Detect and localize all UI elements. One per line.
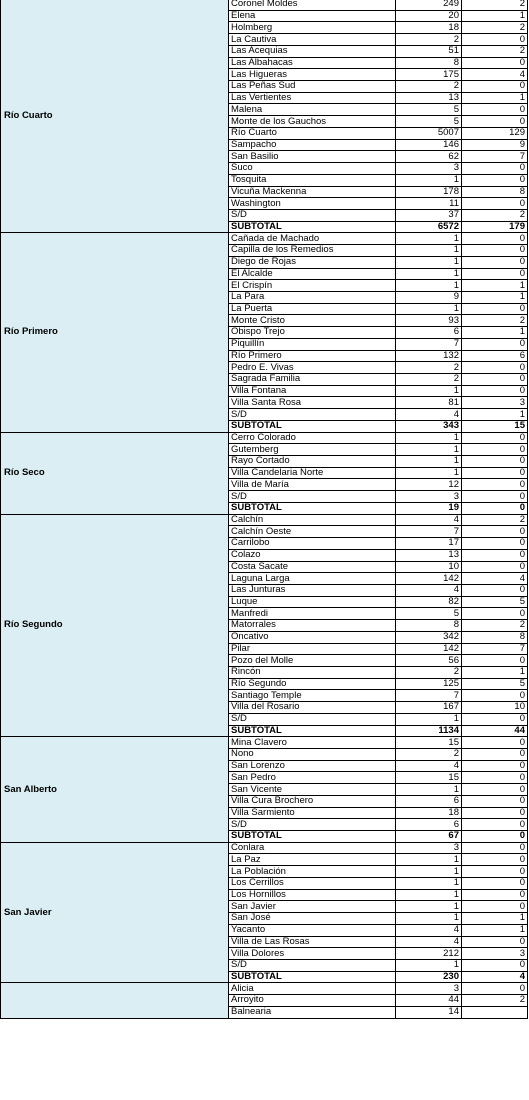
cases-cell: 4 [396,409,462,421]
deaths-cell: 0 [462,561,528,573]
deaths-cell: 1 [462,291,528,303]
deaths-cell: 2 [462,22,528,34]
locality-cell: Laguna Larga [229,573,396,585]
locality-cell: Las Acequias [229,45,396,57]
cases-cell: 5007 [396,127,462,139]
cases-cell: 2 [396,374,462,386]
deaths-cell: 0 [462,34,528,46]
deaths-cell: 2 [462,45,528,57]
deaths-cell: 0 [462,385,528,397]
deaths-cell: 0 [462,655,528,667]
deaths-cell: 0 [462,338,528,350]
deaths-cell: 0 [462,819,528,831]
cases-cell: 7 [396,526,462,538]
cases-cell: 1 [396,303,462,315]
cases-cell: 249 [396,0,462,10]
locality-cell: Villa del Rosario [229,702,396,714]
cases-cell: 18 [396,22,462,34]
cases-cell: 125 [396,678,462,690]
cases-cell: 12 [396,479,462,491]
table-row [1,842,528,854]
cases-cell: 3 [396,983,462,995]
subtotal-cases: 6572 [396,221,462,233]
locality-cell: Sagrada Familia [229,374,396,386]
locality-cell: Diego de Rojas [229,256,396,268]
deaths-cell: 0 [462,608,528,620]
deaths-cell: 0 [462,467,528,479]
locality-cell: Río Cuarto [229,127,396,139]
cases-cell: 62 [396,151,462,163]
cases-cell: 6 [396,795,462,807]
subtotal-label: SUBTOTAL [229,831,396,843]
deaths-cell: 0 [462,784,528,796]
deaths-cell: 1 [462,327,528,339]
deaths-cell: 0 [462,491,528,503]
locality-cell: S/D [229,409,396,421]
locality-cell: Obispo Trejo [229,327,396,339]
locality-cell: La Paz [229,854,396,866]
cases-cell: 37 [396,209,462,221]
deaths-cell: 0 [462,690,528,702]
cases-cell: 14 [396,1006,462,1018]
deaths-cell: 1 [462,924,528,936]
deaths-cell: 0 [462,854,528,866]
locality-cell: S/D [229,713,396,725]
locality-cell: Villa Fontana [229,385,396,397]
deaths-cell: 0 [462,233,528,245]
table-row [1,233,528,245]
deaths-cell: 2 [462,0,528,10]
locality-cell: Coronel Moldes [229,0,396,10]
deaths-cell: 0 [462,749,528,761]
cases-cell: 1 [396,456,462,468]
cases-cell: 8 [396,57,462,69]
locality-cell: San Lorenzo [229,760,396,772]
subtotal-label: SUBTOTAL [229,420,396,432]
cases-cell: 4 [396,936,462,948]
deaths-cell: 0 [462,116,528,128]
deaths-cell: 1 [462,409,528,421]
cases-cell: 1 [396,444,462,456]
deaths-cell: 0 [462,303,528,315]
locality-cell: Luque [229,596,396,608]
subtotal-deaths: 4 [462,971,528,983]
cases-cell: 1 [396,854,462,866]
cases-cell: 56 [396,655,462,667]
cases-cell: 13 [396,549,462,561]
locality-cell: Calchín Oeste [229,526,396,538]
subtotal-cases: 343 [396,420,462,432]
deaths-cell: 0 [462,959,528,971]
locality-cell: Los Cerrillos [229,877,396,889]
department-cell [1,983,229,1018]
cases-cell: 15 [396,737,462,749]
cases-cell: 1 [396,233,462,245]
cases-cell: 5 [396,104,462,116]
subtotal-deaths: 0 [462,831,528,843]
table-row [1,737,528,749]
cases-cell: 3 [396,491,462,503]
locality-cell: Washington [229,198,396,210]
cases-cell: 1 [396,866,462,878]
deaths-cell: 0 [462,479,528,491]
locality-cell: Vicuña Mackenna [229,186,396,198]
locality-cell: Mina Clavero [229,737,396,749]
subtotal-deaths: 0 [462,502,528,514]
cases-cell: 167 [396,702,462,714]
cases-cell: 178 [396,186,462,198]
cases-cell: 81 [396,397,462,409]
cases-cell: 212 [396,948,462,960]
cases-cell: 3 [396,163,462,175]
cases-cell: 1 [396,901,462,913]
locality-cell: Yacanto [229,924,396,936]
cases-cell: 175 [396,69,462,81]
cases-cell: 146 [396,139,462,151]
locality-cell: La Población [229,866,396,878]
locality-cell: Rayo Cortado [229,456,396,468]
locality-cell: Malena [229,104,396,116]
deaths-cell: 7 [462,151,528,163]
deaths-cell: 0 [462,104,528,116]
deaths-cell: 5 [462,678,528,690]
locality-cell: Villa Cura Brochero [229,795,396,807]
deaths-cell: 0 [462,163,528,175]
locality-cell: Villa Dolores [229,948,396,960]
subtotal-deaths: 15 [462,420,528,432]
locality-cell: Santiago Temple [229,690,396,702]
cases-cell: 17 [396,538,462,550]
deaths-cell: 2 [462,209,528,221]
locality-cell: Monte de los Gauchos [229,116,396,128]
locality-cell: Piquillín [229,338,396,350]
deaths-cell: 1 [462,913,528,925]
cases-cell: 3 [396,842,462,854]
deaths-cell: 4 [462,573,528,585]
department-cell: Río Primero [1,233,229,432]
subtotal-cases: 67 [396,831,462,843]
cases-cell: 2 [396,666,462,678]
locality-cell: Villa Candelaria Norte [229,467,396,479]
cases-cell: 20 [396,10,462,22]
deaths-cell: 0 [462,901,528,913]
cases-cell: 4 [396,584,462,596]
deaths-cell: 2 [462,514,528,526]
cases-cell: 142 [396,573,462,585]
locality-cell: Elena [229,10,396,22]
cases-cell: 1 [396,280,462,292]
department-cell: Río Cuarto [1,0,229,233]
deaths-cell: 9 [462,139,528,151]
locality-cell: Holmberg [229,22,396,34]
cases-cell: 11 [396,198,462,210]
table-body [1,0,528,1018]
deaths-cell: 0 [462,584,528,596]
locality-cell: El Alcalde [229,268,396,280]
deaths-cell: 1 [462,10,528,22]
deaths-cell: 0 [462,866,528,878]
locality-cell: Las Junturas [229,584,396,596]
locality-cell: Cerro Colorado [229,432,396,444]
subtotal-label: SUBTOTAL [229,971,396,983]
cases-cell: 15 [396,772,462,784]
locality-cell: Suco [229,163,396,175]
locality-cell: S/D [229,209,396,221]
locality-cell: Carrilobo [229,538,396,550]
subtotal-cases: 230 [396,971,462,983]
locality-cell: S/D [229,491,396,503]
cases-cell: 10 [396,561,462,573]
subtotal-label: SUBTOTAL [229,221,396,233]
table-row [1,0,528,10]
cases-cell: 1 [396,467,462,479]
deaths-cell: 0 [462,374,528,386]
locality-cell: Las Albahacas [229,57,396,69]
locality-cell: Tosquita [229,174,396,186]
deaths-cell: 2 [462,995,528,1007]
subtotal-cases: 1134 [396,725,462,737]
locality-cell: Villa Santa Rosa [229,397,396,409]
locality-cell: Conlara [229,842,396,854]
deaths-cell: 6 [462,350,528,362]
cases-cell: 1 [396,959,462,971]
cases-cell: 82 [396,596,462,608]
cases-cell: 4 [396,760,462,772]
department-cell: Río Segundo [1,514,229,737]
deaths-cell: 1 [462,666,528,678]
cases-cell: 13 [396,92,462,104]
deaths-cell: 0 [462,877,528,889]
deaths-cell: 2 [462,620,528,632]
cases-cell: 6 [396,819,462,831]
cases-cell: 1 [396,889,462,901]
cases-cell: 1 [396,913,462,925]
locality-cell: San José [229,913,396,925]
locality-cell: S/D [229,819,396,831]
cases-cell: 18 [396,807,462,819]
locality-cell: Los Hornillos [229,889,396,901]
cases-cell: 8 [396,620,462,632]
locality-cell: San Basilio [229,151,396,163]
deaths-cell: 4 [462,69,528,81]
locality-cell: Manfredi [229,608,396,620]
deaths-cell: 0 [462,737,528,749]
locality-cell: Villa Sarmiento [229,807,396,819]
deaths-cell: 0 [462,807,528,819]
deaths-cell: 2 [462,315,528,327]
deaths-cell: 0 [462,549,528,561]
locality-cell: San Javier [229,901,396,913]
locality-cell: S/D [229,959,396,971]
locality-cell: La Para [229,291,396,303]
cases-cell: 5 [396,608,462,620]
locality-cell: Río Primero [229,350,396,362]
cases-cell: 51 [396,45,462,57]
subtotal-label: SUBTOTAL [229,725,396,737]
locality-cell: Costa Sacate [229,561,396,573]
cases-cell: 1 [396,432,462,444]
deaths-cell: 8 [462,186,528,198]
locality-cell: San Vicente [229,784,396,796]
deaths-cell: 0 [462,198,528,210]
locality-cell: Pozo del Molle [229,655,396,667]
subtotal-label: SUBTOTAL [229,502,396,514]
locality-cell: Oncativo [229,631,396,643]
deaths-cell: 0 [462,81,528,93]
locality-cell: Pilar [229,643,396,655]
cases-cell: 9 [396,291,462,303]
locality-cell: Calchín [229,514,396,526]
deaths-cell: 0 [462,526,528,538]
deaths-cell: 5 [462,596,528,608]
locality-cell: Colazo [229,549,396,561]
deaths-cell: 0 [462,772,528,784]
department-cell: San Javier [1,842,229,983]
locality-cell: Matorrales [229,620,396,632]
locality-cell: El Crispín [229,280,396,292]
cases-cell: 93 [396,315,462,327]
deaths-cell: 0 [462,983,528,995]
cases-cell: 1 [396,174,462,186]
cases-cell: 2 [396,81,462,93]
locality-cell: Cañada de Machado [229,233,396,245]
locality-cell: San Pedro [229,772,396,784]
cases-cell: 1 [396,245,462,257]
deaths-cell: 1 [462,92,528,104]
locality-cell: Gutemberg [229,444,396,456]
cases-cell: 1 [396,268,462,280]
cases-cell: 1 [396,256,462,268]
locality-cell: Río Segundo [229,678,396,690]
deaths-cell: 0 [462,936,528,948]
deaths-cell: 0 [462,760,528,772]
deaths-cell: 0 [462,57,528,69]
cases-cell: 2 [396,362,462,374]
locality-cell: La Cautiva [229,34,396,46]
deaths-cell: 0 [462,174,528,186]
subtotal-deaths: 44 [462,725,528,737]
cases-cell: 5 [396,116,462,128]
subtotal-cases: 19 [396,502,462,514]
cases-cell: 1 [396,713,462,725]
cases-cell: 2 [396,749,462,761]
locality-cell: Rincón [229,666,396,678]
deaths-cell: 1 [462,280,528,292]
subtotal-deaths: 179 [462,221,528,233]
deaths-cell: 0 [462,713,528,725]
cases-cell: 342 [396,631,462,643]
deaths-cell: 0 [462,432,528,444]
locality-cell: Monte Cristo [229,315,396,327]
deaths-cell: 3 [462,397,528,409]
cases-cell: 44 [396,995,462,1007]
deaths-cell [462,1006,528,1018]
deaths-cell: 3 [462,948,528,960]
deaths-cell: 129 [462,127,528,139]
locality-cell: Capilla de los Remedios [229,245,396,257]
deaths-cell: 0 [462,842,528,854]
deaths-cell: 8 [462,631,528,643]
deaths-cell: 7 [462,643,528,655]
deaths-cell: 0 [462,256,528,268]
deaths-cell: 0 [462,245,528,257]
locality-cell: Las Vertientes [229,92,396,104]
cases-cell: 1 [396,877,462,889]
locality-cell: Las Peñas Sud [229,81,396,93]
locality-cell: Villa de Las Rosas [229,936,396,948]
locality-cell: Alicia [229,983,396,995]
locality-cell: Pedro E. Vivas [229,362,396,374]
table-row [1,983,528,995]
table-row [1,432,528,444]
cases-cell: 1 [396,784,462,796]
locality-cell: Las Higueras [229,69,396,81]
table-row [1,514,528,526]
deaths-cell: 0 [462,444,528,456]
cases-cell: 132 [396,350,462,362]
cases-cell: 7 [396,338,462,350]
locality-cell: Villa de María [229,479,396,491]
deaths-cell: 0 [462,795,528,807]
deaths-cell: 10 [462,702,528,714]
cases-cell: 4 [396,514,462,526]
locality-cell: Sampacho [229,139,396,151]
department-cell: San Alberto [1,737,229,842]
cases-cell: 6 [396,327,462,339]
deaths-cell: 0 [462,456,528,468]
deaths-cell: 0 [462,268,528,280]
cases-cell: 1 [396,385,462,397]
deaths-cell: 0 [462,362,528,374]
locality-cell: Nono [229,749,396,761]
deaths-cell: 0 [462,538,528,550]
cases-cell: 4 [396,924,462,936]
cases-cell: 7 [396,690,462,702]
locality-cell: Arroyito [229,995,396,1007]
locality-cell: La Puerta [229,303,396,315]
cases-cell: 2 [396,34,462,46]
cases-cell: 142 [396,643,462,655]
locality-cell: Balnearia [229,1006,396,1018]
department-cell: Río Seco [1,432,229,514]
deaths-cell: 0 [462,889,528,901]
